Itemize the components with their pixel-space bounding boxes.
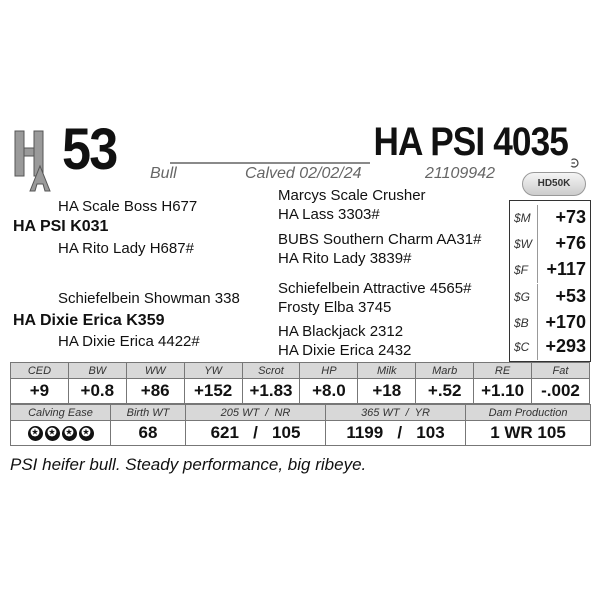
epd-value: -.002 <box>532 379 590 404</box>
index-row <box>510 284 590 310</box>
wt365-cell <box>326 421 466 446</box>
performance-header-row <box>11 405 591 421</box>
epd-table <box>10 362 590 404</box>
star-icon: ✪ <box>62 426 77 441</box>
pedigree-ancestor: HA Blackjack 2312 <box>278 323 404 340</box>
index-label: $G <box>514 290 531 304</box>
epd-header: Milk <box>358 363 416 379</box>
index-label: $W <box>514 237 532 251</box>
index-box <box>509 200 591 362</box>
pedigree-ancestor: HA Rito Lady 3839# <box>278 250 412 267</box>
index-row <box>510 231 590 257</box>
epd-header: YW <box>184 363 242 379</box>
index-value: +53 <box>555 286 586 306</box>
separator: / <box>387 423 412 442</box>
star-icon: ✪ <box>45 426 60 441</box>
pedigree-ancestor: Marcys Scale Crusher <box>278 187 426 204</box>
pedigree-ancestor: HA Dixie Erica 2432 <box>278 342 412 359</box>
pedigree-dam: HA Dixie Erica K359 <box>13 312 165 329</box>
pedigree-ancestor: BUBS Southern Charm AA31# <box>278 231 482 248</box>
wt205-cell <box>186 421 326 446</box>
epd-header: CED <box>11 363 69 379</box>
epd-value: +86 <box>126 379 184 404</box>
sex-label: Bull <box>150 165 177 182</box>
lot-number: 53 <box>62 117 117 182</box>
epd-value: +.52 <box>416 379 474 404</box>
epd-header: Marb <box>416 363 474 379</box>
epd-value-row <box>11 379 590 404</box>
performance-value-row <box>11 421 591 446</box>
hd50k-badge: HD50K <box>522 172 586 196</box>
star-icon: ✪ <box>28 426 43 441</box>
epd-value: +8.0 <box>300 379 358 404</box>
epd-value: +0.8 <box>68 379 126 404</box>
index-value: +117 <box>546 259 586 279</box>
dam-production-value: 1 WR 105 <box>466 421 591 446</box>
birth-wt-header: Birth WT <box>111 405 186 421</box>
epd-value: +1.83 <box>242 379 300 404</box>
index-label: $F <box>514 263 529 277</box>
pedigree-sire-sire: HA Scale Boss H677 <box>58 198 198 215</box>
pedigree-ancestor: HA Lass 3303# <box>278 206 380 223</box>
wt205-header: 205 WT / NR <box>186 405 326 421</box>
index-row <box>510 310 590 336</box>
index-value: +76 <box>555 233 586 253</box>
lot-comment: PSI heifer bull. Steady performance, big ribeye. <box>10 455 367 474</box>
index-label: $C <box>514 340 530 354</box>
epd-header: HP <box>300 363 358 379</box>
wt205-value: 621 <box>210 423 239 442</box>
pedigree-sire-dam: HA Rito Lady H687# <box>58 240 194 257</box>
index-label: $M <box>514 211 531 225</box>
calved-date: Calved 02/02/24 <box>245 165 362 182</box>
index-row <box>510 257 590 283</box>
epd-value: +152 <box>184 379 242 404</box>
calving-ease-stars <box>11 421 111 446</box>
registration-number: 21109942 <box>425 165 495 182</box>
index-value: +73 <box>555 207 586 227</box>
epd-value: +9 <box>11 379 69 404</box>
star-icon: ✪ <box>79 426 94 441</box>
animal-name: HA PSI 4035 <box>370 118 572 166</box>
epd-header: Scrot <box>242 363 300 379</box>
separator: / <box>243 423 268 442</box>
epd-value: +18 <box>358 379 416 404</box>
pedigree-dam-dam: HA Dixie Erica 4422# <box>58 333 200 350</box>
pedigree-ancestor: Schiefelbein Attractive 4565# <box>278 280 472 297</box>
calving-ease-header: Calving Ease <box>11 405 111 421</box>
ha-brand-logo <box>10 126 62 196</box>
index-label: $B <box>514 316 529 330</box>
index-value: +293 <box>545 336 586 356</box>
epd-value: +1.10 <box>474 379 532 404</box>
pedigree-dam-sire: Schiefelbein Showman 338 <box>58 290 240 307</box>
epd-header: RE <box>474 363 532 379</box>
dam-production-header: Dam Production <box>466 405 591 421</box>
epd-header-row <box>11 363 590 379</box>
nr-value: 105 <box>272 423 301 442</box>
birth-wt-value: 68 <box>111 421 186 446</box>
wt365-header: 365 WT / YR <box>326 405 466 421</box>
epd-header: Fat <box>532 363 590 379</box>
pedigree-sire: HA PSI K031 <box>13 218 109 235</box>
epd-header: WW <box>126 363 184 379</box>
yr-value: 103 <box>416 423 445 442</box>
pedigree-ancestor: Frosty Elba 3745 <box>278 299 392 316</box>
performance-table <box>10 404 591 446</box>
epd-header: BW <box>68 363 126 379</box>
index-row <box>510 205 590 231</box>
index-value: +170 <box>545 312 586 332</box>
index-row <box>510 334 590 360</box>
wt365-value: 1199 <box>346 423 384 442</box>
